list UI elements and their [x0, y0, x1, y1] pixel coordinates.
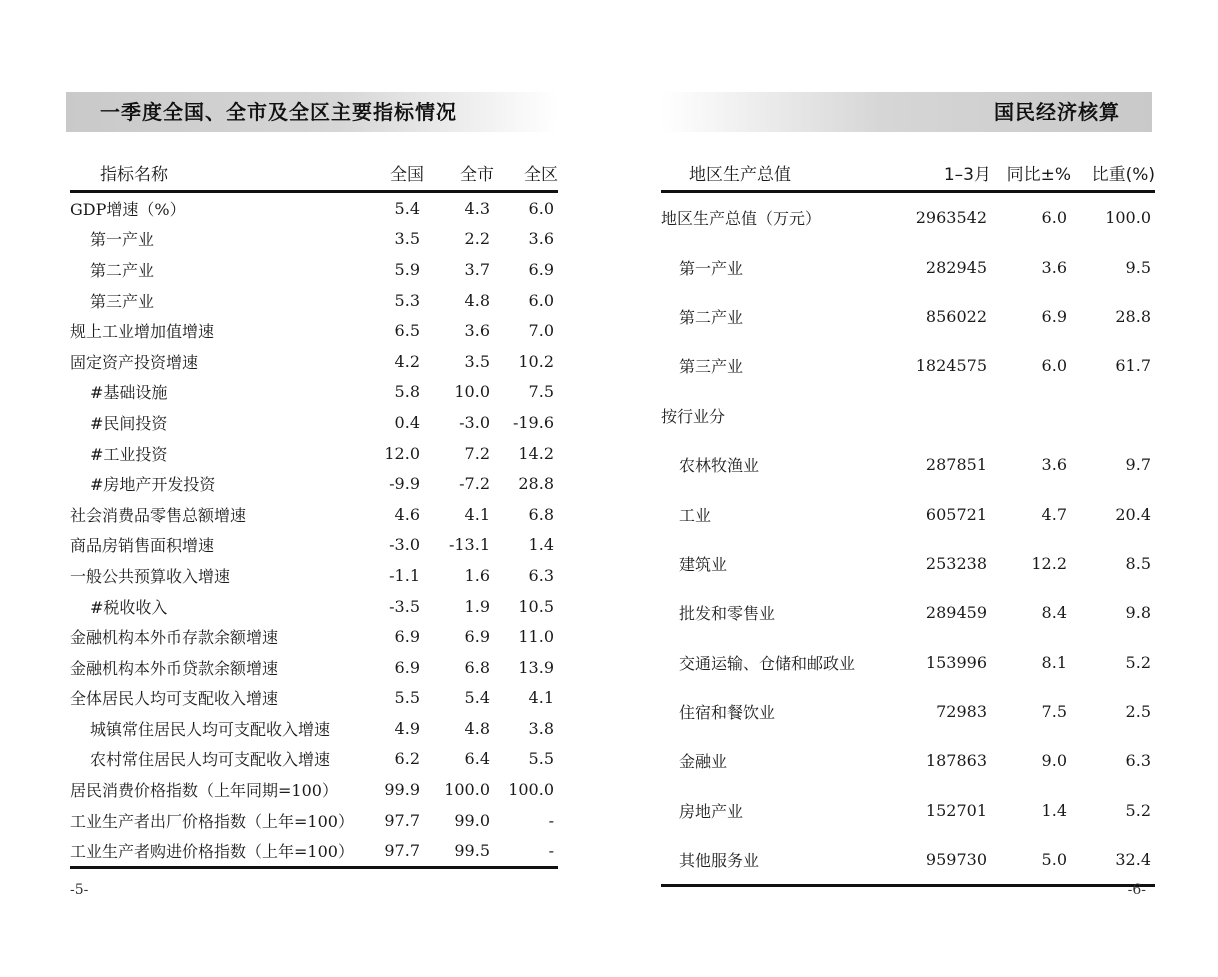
row-value: 4.3 [464, 198, 490, 218]
row-value: 1824575 [915, 356, 987, 376]
table-row [70, 377, 558, 408]
row-value: 99.0 [454, 810, 490, 830]
row-label: 第三产业 [679, 357, 744, 377]
row-value: 6.2 [394, 749, 420, 769]
row-label: 建筑业 [679, 554, 728, 574]
table-row [70, 468, 558, 499]
row-value: 8.5 [1125, 553, 1151, 573]
row-value: 7.5 [528, 382, 554, 402]
left-banner-title: 一季度全国、全市及全区主要指标情况 [100, 100, 457, 124]
row-value: 4.8 [464, 290, 490, 310]
row-value: 6.0 [528, 198, 554, 218]
header-city: 全市 [424, 154, 494, 192]
row-value: 4.9 [394, 718, 420, 738]
header-district: 全区 [494, 154, 558, 192]
row-value: 2.2 [464, 229, 490, 249]
row-value: 5.5 [528, 749, 554, 769]
row-label: 规上工业增加值增速 [70, 322, 215, 342]
row-value: 9.7 [1125, 455, 1151, 475]
row-label: 金融业 [679, 752, 728, 772]
row-label: 金融机构本外币贷款余额增速 [70, 658, 279, 678]
row-value: 97.7 [384, 841, 420, 861]
table-row [70, 835, 558, 867]
row-value: 72983 [936, 702, 987, 722]
row-value: 1.4 [1041, 800, 1067, 820]
row-value: 6.0 [1041, 356, 1067, 376]
row-value: 11.0 [518, 627, 554, 647]
row-value: 3.6 [528, 229, 554, 249]
gdp-body [661, 192, 1155, 886]
row-value: - [548, 810, 554, 830]
row-value: 3.8 [528, 718, 554, 738]
row-value: 28.8 [518, 474, 554, 494]
row-value: 2.5 [1125, 702, 1151, 722]
row-label: 住宿和餐饮业 [679, 703, 776, 723]
row-label: GDP增速（%） [70, 199, 186, 219]
row-label: 房地产业 [679, 801, 744, 821]
right-page [609, 0, 1218, 977]
row-value: 6.4 [464, 749, 490, 769]
row-label: 第三产业 [90, 291, 155, 311]
table-row [70, 652, 558, 683]
row-value: 6.8 [528, 504, 554, 524]
row-value: 959730 [925, 850, 987, 870]
row-value: 3.6 [464, 321, 490, 341]
row-value: -13.1 [448, 535, 490, 555]
row-value: 4.8 [464, 718, 490, 738]
row-value: 287851 [925, 455, 987, 475]
table-row [661, 638, 1155, 687]
row-value: 6.9 [394, 627, 420, 647]
row-value: 152701 [925, 800, 987, 820]
row-value: 5.3 [394, 290, 420, 310]
row-value: 6.9 [394, 657, 420, 677]
header-national: 全国 [360, 154, 424, 192]
table-row [70, 254, 558, 285]
row-value: 6.9 [1041, 306, 1067, 326]
row-value: 97.7 [384, 810, 420, 830]
row-value: 28.8 [1115, 306, 1151, 326]
row-label: 工业生产者出厂价格指数（上年=100） [70, 811, 354, 831]
row-label: 金融机构本外币存款余额增速 [70, 628, 279, 648]
row-label: 第一产业 [90, 230, 155, 250]
row-value: 8.1 [1041, 652, 1067, 672]
table-row [70, 499, 558, 530]
table-row [661, 835, 1155, 886]
row-label: 一般公共预算收入增速 [70, 566, 231, 586]
row-label: 社会消费品零售总额增速 [70, 505, 247, 525]
row-value: 6.3 [1125, 751, 1151, 771]
row-value: 3.6 [1041, 257, 1067, 277]
row-label: 农林牧渔业 [679, 456, 760, 476]
right-banner [661, 92, 1152, 132]
table-row [70, 530, 558, 561]
row-value: 9.8 [1125, 603, 1151, 623]
row-label: #民间投资 [90, 413, 168, 433]
row-value: 856022 [925, 306, 987, 326]
row-value: 5.9 [394, 259, 420, 279]
row-label: 居民消费价格指数（上年同期=100） [70, 781, 338, 801]
page-number-right: -6- [1127, 882, 1146, 898]
table-row [70, 192, 558, 224]
row-value: 2963542 [915, 208, 987, 228]
row-value: 10.5 [518, 596, 554, 616]
gdp-table [661, 154, 1155, 887]
row-value: 5.0 [1041, 850, 1067, 870]
table-row [661, 440, 1155, 489]
row-label: 工业生产者购进价格指数（上年=100） [70, 842, 354, 862]
row-label: 商品房销售面积增速 [70, 536, 215, 556]
row-value: 289459 [925, 603, 987, 623]
row-label: 地区生产总值（万元） [661, 209, 822, 229]
row-value: 1.6 [464, 565, 490, 585]
row-value: 6.9 [464, 627, 490, 647]
table-row [661, 687, 1155, 736]
row-value: 99.5 [454, 841, 490, 861]
header-indicator-name: 指标名称 [70, 154, 360, 192]
row-value: 13.9 [518, 657, 554, 677]
row-value: 0.4 [394, 412, 420, 432]
row-label: #房地产开发投资 [90, 475, 216, 495]
left-banner [66, 92, 558, 132]
row-value: 153996 [925, 652, 987, 672]
row-value: -19.6 [512, 412, 554, 432]
header-q1: 1–3月 [911, 154, 991, 192]
table-row [661, 489, 1155, 538]
header-share: 比重(%) [1071, 154, 1155, 192]
table-row [70, 774, 558, 805]
row-value: 3.6 [1041, 455, 1067, 475]
row-value: 282945 [925, 257, 987, 277]
row-value [1071, 391, 1155, 440]
indicators-table [70, 154, 558, 869]
indicators-header-row [70, 154, 558, 192]
row-value: 100.0 [508, 780, 554, 800]
row-value: 7.5 [1041, 702, 1067, 722]
table-row [661, 786, 1155, 835]
row-value: -3.5 [389, 596, 420, 616]
table-row [70, 438, 558, 469]
row-label: 工业 [679, 505, 712, 525]
row-label: #基础设施 [90, 383, 168, 403]
row-label: #税收收入 [90, 597, 168, 617]
table-row [661, 341, 1155, 390]
row-value: - [548, 841, 554, 861]
row-value: 5.2 [1125, 652, 1151, 672]
table-row [70, 621, 558, 652]
table-row [70, 713, 558, 744]
table-row [70, 407, 558, 438]
row-value: 5.5 [394, 688, 420, 708]
row-value: 253238 [925, 553, 987, 573]
row-value: -7.2 [459, 474, 490, 494]
row-label: #工业投资 [90, 444, 168, 464]
row-value: 10.2 [518, 351, 554, 371]
row-value: 7.2 [464, 443, 490, 463]
right-banner-title: 国民经济核算 [994, 100, 1120, 124]
table-row [70, 346, 558, 377]
row-value: 12.0 [384, 443, 420, 463]
table-row [661, 242, 1155, 291]
row-value: -3.0 [389, 535, 420, 555]
row-value: 9.0 [1041, 751, 1067, 771]
row-label: 全体居民人均可支配收入增速 [70, 689, 279, 709]
row-value: 5.8 [394, 382, 420, 402]
row-value [991, 391, 1071, 440]
row-value: 3.5 [394, 229, 420, 249]
row-value: 6.9 [528, 259, 554, 279]
table-row [661, 588, 1155, 637]
row-value: 20.4 [1115, 504, 1151, 524]
row-value: 6.0 [528, 290, 554, 310]
row-value: 6.0 [1041, 208, 1067, 228]
row-label: 第一产业 [679, 258, 744, 278]
row-value: 187863 [925, 751, 987, 771]
row-label: 固定资产投资增速 [70, 352, 199, 372]
row-value: 61.7 [1115, 356, 1151, 376]
row-value: 4.1 [528, 688, 554, 708]
header-gdp: 地区生产总值 [661, 154, 911, 192]
table-row [661, 736, 1155, 785]
row-label: 农村常住居民人均可支配收入增速 [90, 750, 331, 770]
table-row [70, 560, 558, 591]
row-label: 第二产业 [90, 260, 155, 280]
row-value: 6.8 [464, 657, 490, 677]
row-value: 9.5 [1125, 257, 1151, 277]
row-value: 99.9 [384, 780, 420, 800]
row-value: 32.4 [1115, 850, 1151, 870]
row-value: 4.2 [394, 351, 420, 371]
table-row [70, 315, 558, 346]
row-value: 3.5 [464, 351, 490, 371]
header-yoy: 同比±% [991, 154, 1071, 192]
table-row [661, 292, 1155, 341]
row-value: 6.5 [394, 321, 420, 341]
row-value: 4.7 [1041, 504, 1067, 524]
page-number-left: -5- [70, 882, 89, 898]
row-value: 100.0 [1105, 208, 1151, 228]
row-value [911, 391, 991, 440]
row-value: -9.9 [389, 474, 420, 494]
row-value: -1.1 [389, 565, 420, 585]
table-row [661, 539, 1155, 588]
table-row [661, 192, 1155, 243]
row-value: -3.0 [459, 412, 490, 432]
row-value: 5.4 [464, 688, 490, 708]
row-value: 6.3 [528, 565, 554, 585]
row-value: 3.7 [464, 259, 490, 279]
row-label: 第二产业 [679, 307, 744, 327]
row-value: 100.0 [444, 780, 490, 800]
row-label: 批发和零售业 [679, 604, 776, 624]
row-value: 1.9 [464, 596, 490, 616]
row-label: 交通运输、仓储和邮政业 [679, 653, 856, 673]
row-label: 城镇常住居民人均可支配收入增速 [90, 719, 331, 739]
table-row [661, 391, 1155, 440]
row-value: 1.4 [528, 535, 554, 555]
row-label: 按行业分 [661, 406, 726, 426]
table-row [70, 683, 558, 714]
row-value: 5.4 [394, 198, 420, 218]
row-value: 12.2 [1031, 553, 1067, 573]
row-value: 10.0 [454, 382, 490, 402]
table-row [70, 591, 558, 622]
table-row [70, 224, 558, 255]
indicators-body [70, 192, 558, 868]
row-value: 4.1 [464, 504, 490, 524]
row-value: 605721 [925, 504, 987, 524]
row-value: 14.2 [518, 443, 554, 463]
table-row [70, 285, 558, 316]
row-value: 5.2 [1125, 800, 1151, 820]
table-row [70, 805, 558, 836]
row-value: 8.4 [1041, 603, 1067, 623]
gdp-header-row [661, 154, 1155, 192]
row-value: 4.6 [394, 504, 420, 524]
row-value: 7.0 [528, 321, 554, 341]
row-label: 其他服务业 [679, 851, 760, 871]
table-row [70, 744, 558, 775]
